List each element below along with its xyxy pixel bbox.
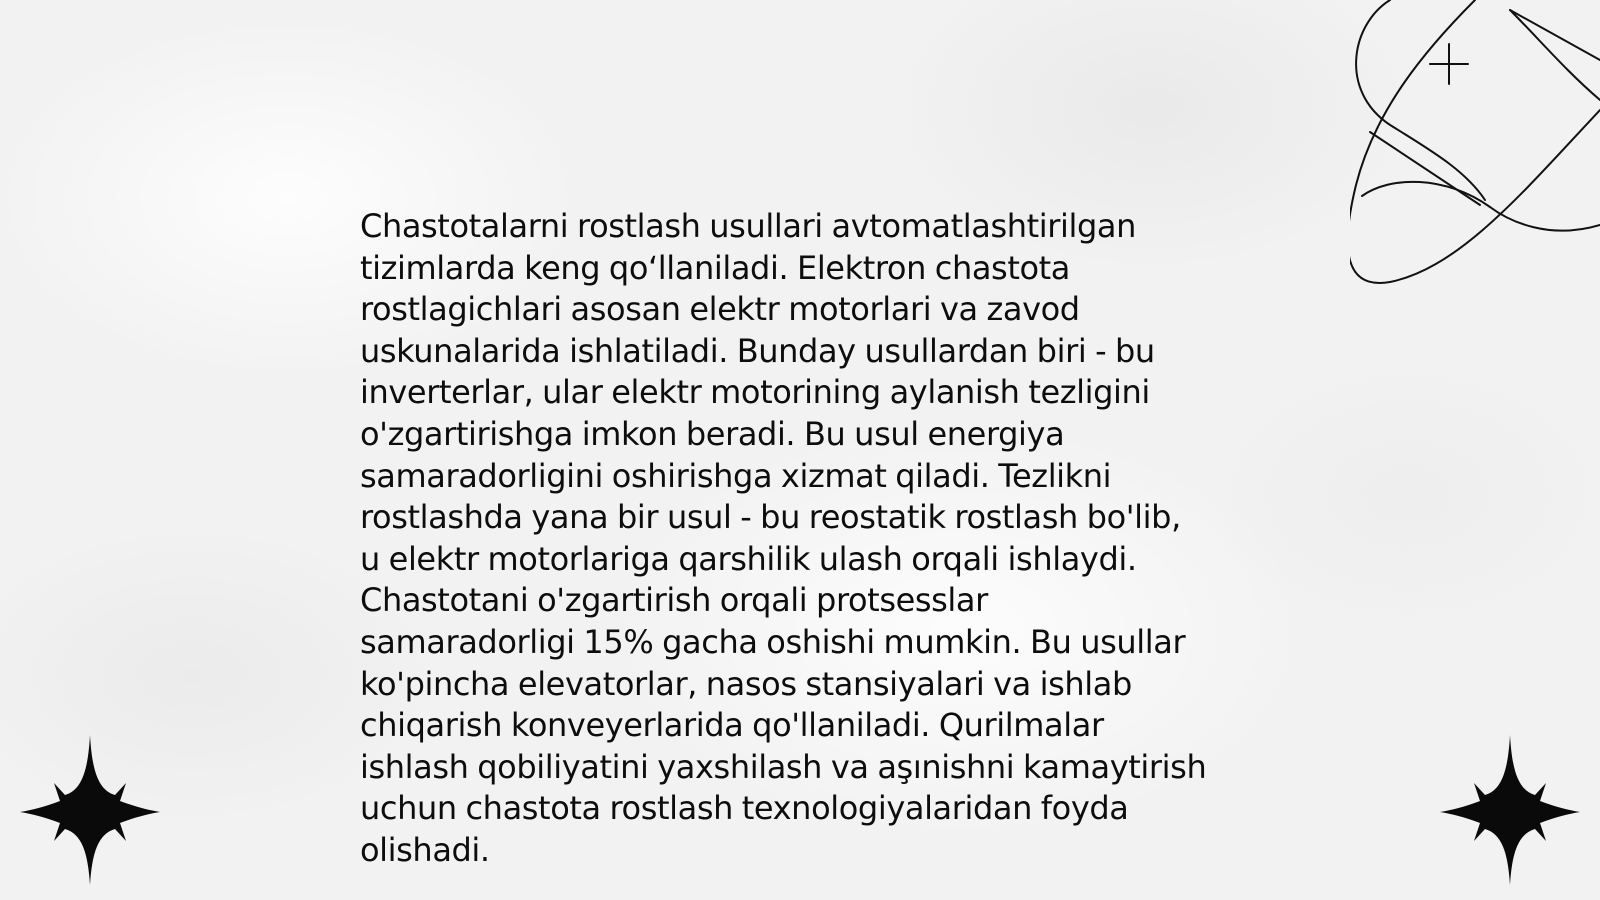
paragraph-line-15: uchun chastota rostlash texnologiyalaridan foyda xyxy=(360,789,1129,828)
paragraph-line-6: o'zgartirishga imkon beradi. Bu usul energiya xyxy=(360,414,1065,453)
paragraph-line-7: samaradorligini oshirishga xizmat qiladi. Tezlikni xyxy=(360,456,1112,495)
paragraph-line-5: inverterlar, ular elektr motorining aylanish tezligini xyxy=(360,373,1150,412)
paragraph-line-12: ko'pincha elevatorlar, nasos stansiyalari va ishlab xyxy=(360,664,1132,703)
paragraph-line-2: tizimlarda keng qo‘llaniladi. Elektron chastota xyxy=(360,248,1070,287)
paragraph-line-10: Chastotani o'zgartirish orqali protsesslar xyxy=(360,581,988,620)
paragraph-line-4: uskunalarida ishlatiladi. Bunday usullardan biri - bu xyxy=(360,331,1155,370)
paragraph-line-11: samaradorligi 15% gacha oshishi mumkin. Bu usullar xyxy=(360,622,1186,661)
orbit-sparkle-icon xyxy=(1350,0,1600,300)
paragraph-line-1: Chastotalarni rostlash usullari avtomatlashtirilgan xyxy=(360,207,1136,245)
paragraph-line-13: chiqarish konveyerlarida qo'llaniladi. Qurilmalar xyxy=(360,706,1104,745)
paragraph-line-9: u elektr motorlariga qarshilik ulash orqali ishlaydi. xyxy=(360,539,1137,578)
paragraph-line-3: rostlagichlari asosan elektr motorlari va zavod xyxy=(360,290,1080,329)
body-paragraph xyxy=(360,206,1240,872)
paragraph-line-14: ishlash qobiliyatini yaxshilash va aşınishni kamaytirish xyxy=(360,747,1207,786)
four-point-star-icon xyxy=(18,735,163,885)
paragraph-line-16: olishadi. xyxy=(360,830,490,869)
paragraph-line-8: rostlashda yana bir usul - bu reostatik rostlash bo'lib, xyxy=(360,498,1181,537)
four-point-star-icon xyxy=(1438,735,1583,885)
